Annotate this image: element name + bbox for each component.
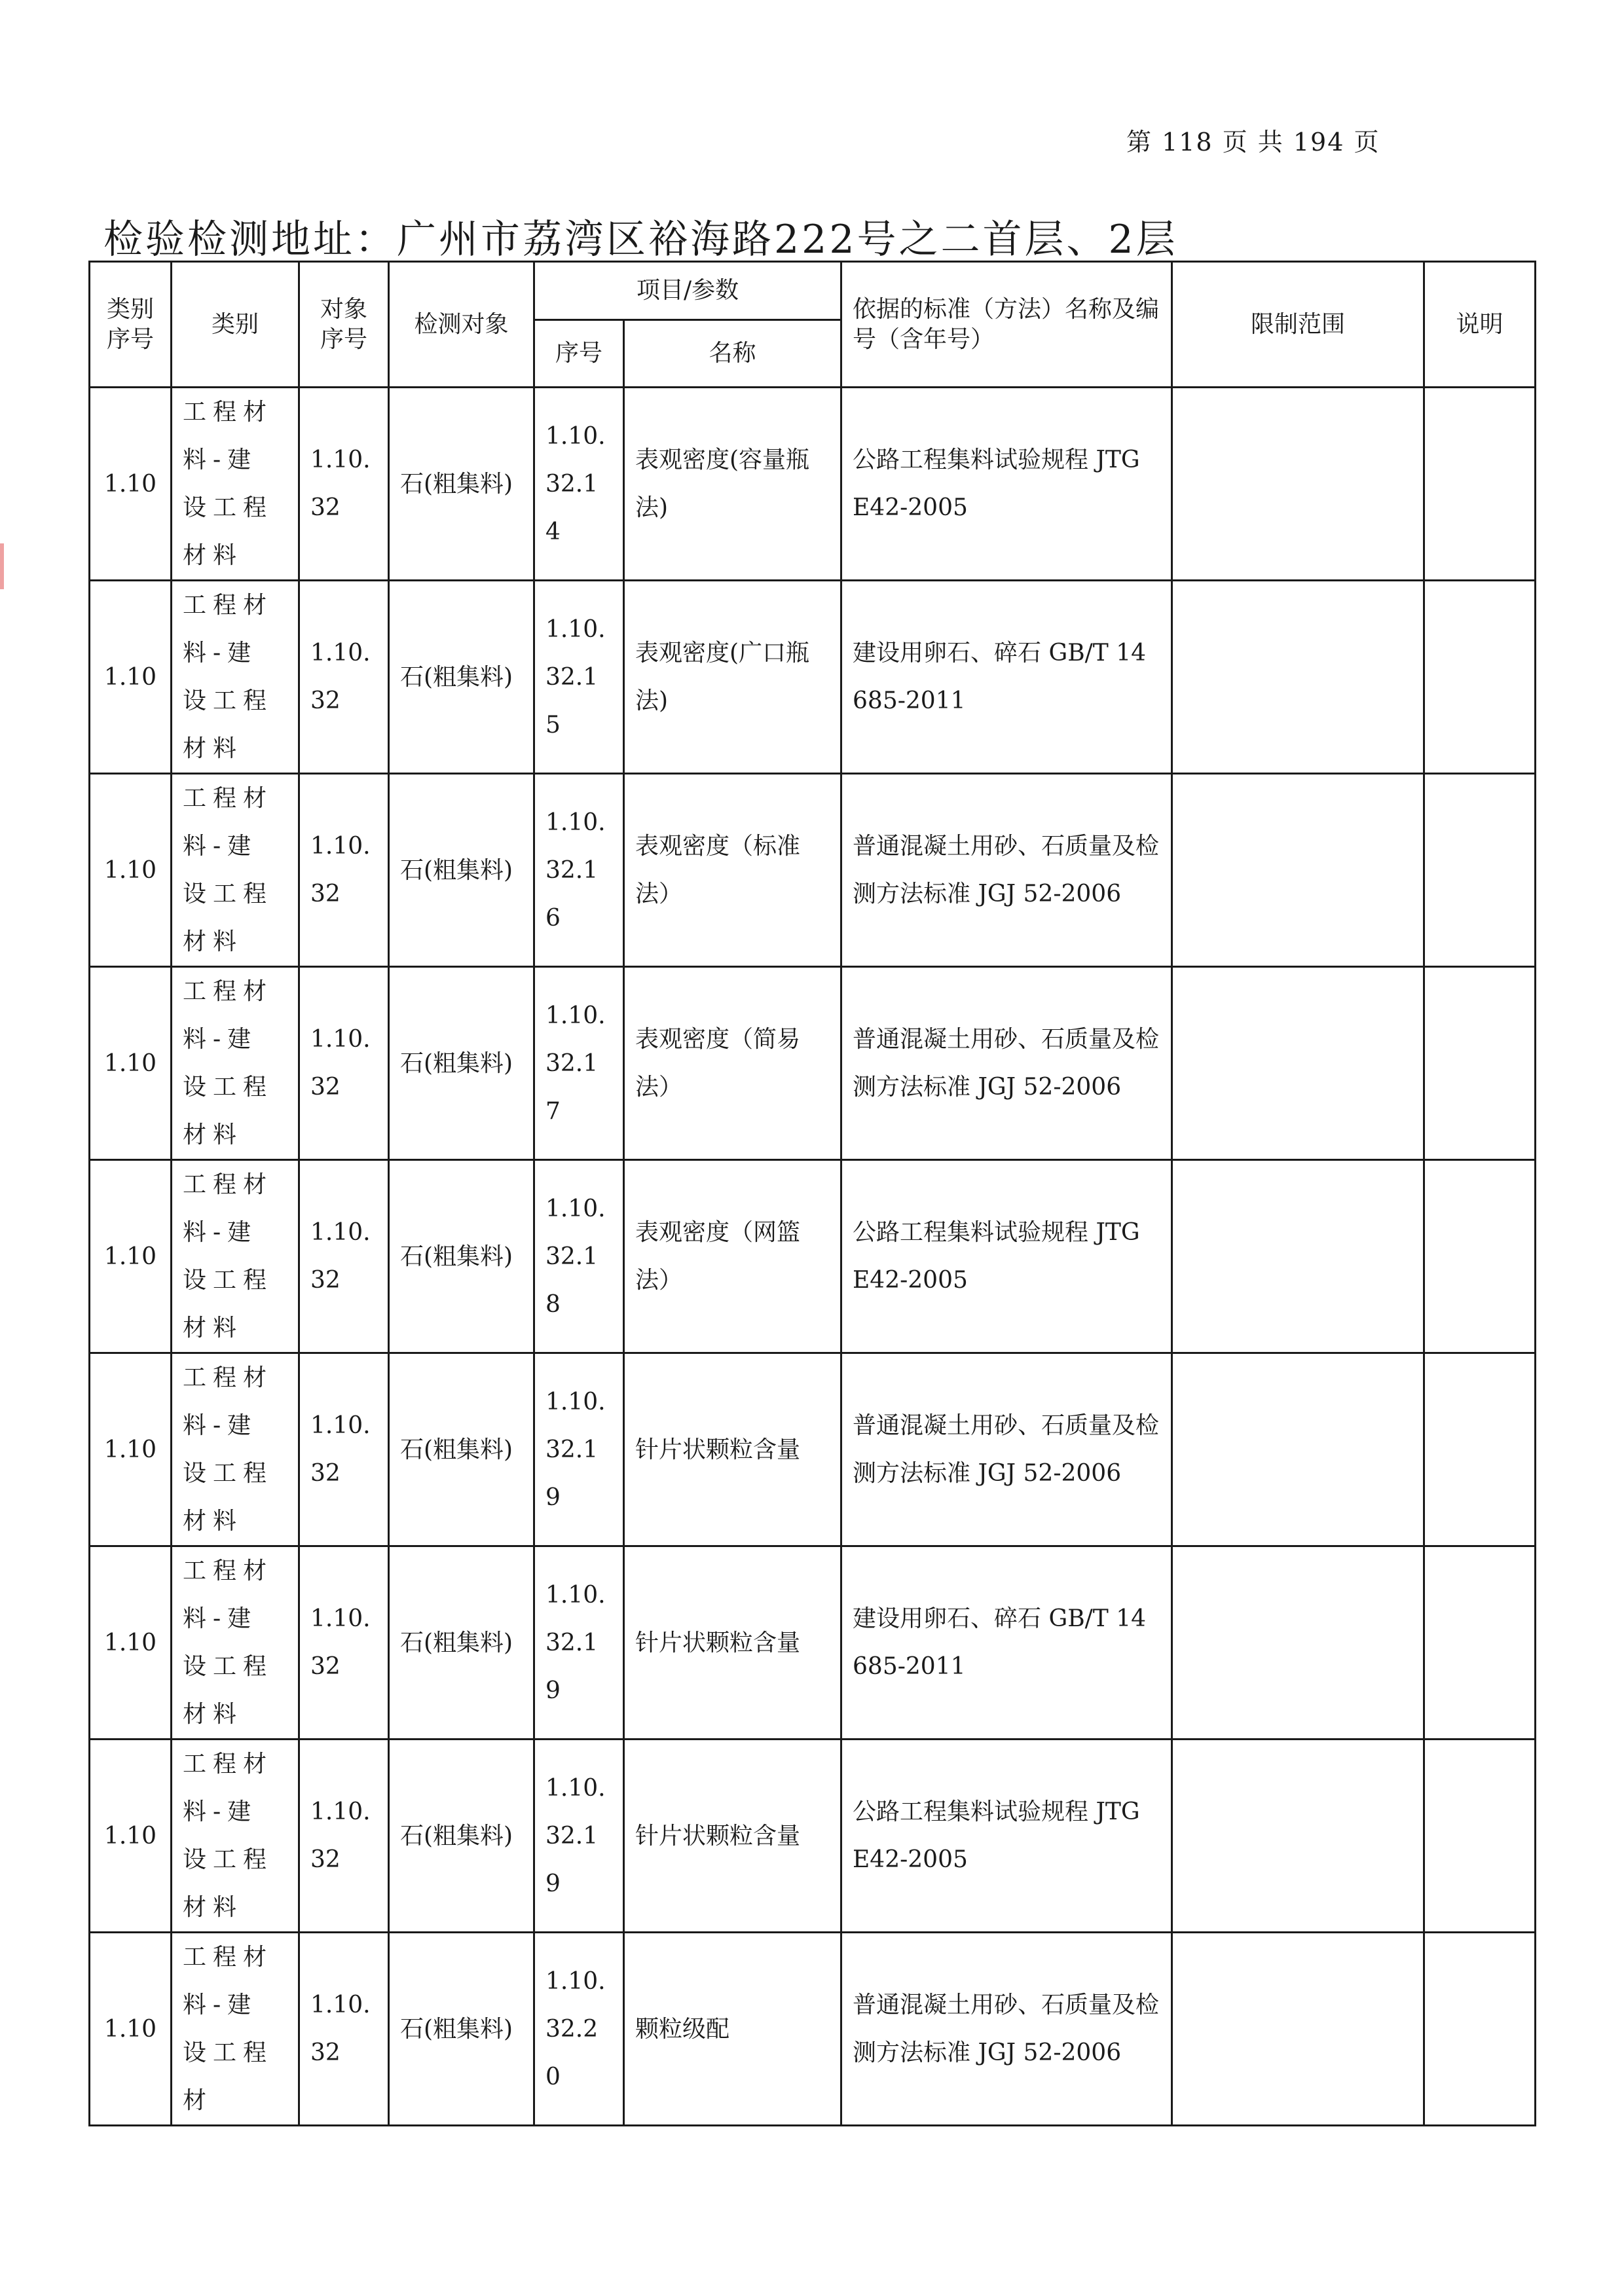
cell-item-name: 表观密度（标准法） [624,774,841,967]
cell-category-no: 1.10 [90,1546,172,1740]
cell-note [1424,1160,1536,1353]
cell-category-no: 1.10 [90,1160,172,1353]
header-item-no: 序号 [534,320,624,388]
table-row [90,1546,1536,1740]
cell-limit [1172,967,1424,1160]
cell-item-name: 颗粒级配 [624,1933,841,2126]
cell-category-no: 1.10 [90,388,172,581]
table-row [90,967,1536,1160]
cell-note [1424,1933,1536,2126]
cell-standard: 普通混凝土用砂、石质量及检测方法标准 JGJ 52-2006 [841,774,1172,967]
cell-item-no: 1.10.32.19 [534,1740,624,1933]
cell-object-no: 1.10.32 [299,774,389,967]
cell-limit [1172,1160,1424,1353]
cell-item-name: 表观密度（简易法） [624,967,841,1160]
scan-edge-mark [0,543,4,589]
header-standard: 依据的标准（方法）名称及编号（含年号） [841,262,1172,388]
cell-limit [1172,1933,1424,2126]
cell-object-no: 1.10.32 [299,1160,389,1353]
cell-item-no: 1.10.32.20 [534,1933,624,2126]
cell-standard: 公路工程集料试验规程 JTG E42-2005 [841,388,1172,581]
cell-standard: 公路工程集料试验规程 JTG E42-2005 [841,1160,1172,1353]
cell-category: 工程材料-建设工程材料 [172,1546,299,1740]
cell-category: 工程材料-建设工程材 [172,1933,299,2126]
header-note: 说明 [1424,262,1536,388]
cell-item-name: 针片状颗粒含量 [624,1353,841,1546]
cell-object: 石(粗集料) [389,1933,534,2126]
table-row [90,1933,1536,2126]
cell-category-no: 1.10 [90,1353,172,1546]
cell-object: 石(粗集料) [389,967,534,1160]
cell-note [1424,967,1536,1160]
cell-note [1424,388,1536,581]
cell-object: 石(粗集料) [389,581,534,774]
table-row [90,581,1536,774]
cell-category: 工程材料-建设工程材料 [172,388,299,581]
cell-limit [1172,581,1424,774]
cell-category: 工程材料-建设工程材料 [172,774,299,967]
table-row [90,774,1536,967]
header-category: 类别 [172,262,299,388]
header-object-no: 对象序号 [299,262,389,388]
cell-category: 工程材料-建设工程材料 [172,967,299,1160]
cell-standard: 建设用卵石、碎石 GB/T 14685-2011 [841,581,1172,774]
cell-item-name: 表观密度(容量瓶法) [624,388,841,581]
cell-object-no: 1.10.32 [299,1353,389,1546]
cell-item-no: 1.10.32.14 [534,388,624,581]
cell-note [1424,1546,1536,1740]
cell-object-no: 1.10.32 [299,1933,389,2126]
cell-standard: 普通混凝土用砂、石质量及检测方法标准 JGJ 52-2006 [841,1933,1172,2126]
cell-category-no: 1.10 [90,581,172,774]
testing-address-heading: 检验检测地址：广州市荔湾区裕海路222号之二首层、2层 [103,217,1178,263]
table-row [90,1740,1536,1933]
cell-limit [1172,1546,1424,1740]
cell-category: 工程材料-建设工程材料 [172,581,299,774]
cell-item-no: 1.10.32.17 [534,967,624,1160]
cell-item-no: 1.10.32.15 [534,581,624,774]
cell-item-name: 表观密度（网篮法） [624,1160,841,1353]
cell-object-no: 1.10.32 [299,388,389,581]
cell-object: 石(粗集料) [389,1160,534,1353]
cell-object-no: 1.10.32 [299,1546,389,1740]
header-limit: 限制范围 [1172,262,1424,388]
header-item-name: 名称 [624,320,841,388]
cell-standard: 公路工程集料试验规程 JTG E42-2005 [841,1740,1172,1933]
cell-standard: 普通混凝土用砂、石质量及检测方法标准 JGJ 52-2006 [841,967,1172,1160]
cell-category-no: 1.10 [90,1933,172,2126]
cell-category: 工程材料-建设工程材料 [172,1740,299,1933]
table-row [90,1353,1536,1546]
cell-standard: 普通混凝土用砂、石质量及检测方法标准 JGJ 52-2006 [841,1353,1172,1546]
header-object: 检测对象 [389,262,534,388]
cell-object: 石(粗集料) [389,1740,534,1933]
cell-limit [1172,388,1424,581]
table-row [90,388,1536,581]
table-row [90,1160,1536,1353]
cell-note [1424,774,1536,967]
cell-item-no: 1.10.32.19 [534,1353,624,1546]
cell-item-name: 表观密度(广口瓶法) [624,581,841,774]
cell-item-no: 1.10.32.19 [534,1546,624,1740]
cell-item-name: 针片状颗粒含量 [624,1740,841,1933]
cell-item-name: 针片状颗粒含量 [624,1546,841,1740]
header-category-no: 类别序号 [90,262,172,388]
header-item-group: 项目/参数 [534,262,841,320]
cell-note [1424,1740,1536,1933]
cell-category-no: 1.10 [90,967,172,1160]
cell-note [1424,1353,1536,1546]
cell-limit [1172,1740,1424,1933]
cell-object: 石(粗集料) [389,774,534,967]
cell-item-no: 1.10.32.16 [534,774,624,967]
cell-object: 石(粗集料) [389,388,534,581]
cell-category-no: 1.10 [90,1740,172,1933]
cell-item-no: 1.10.32.18 [534,1160,624,1353]
cell-category: 工程材料-建设工程材料 [172,1160,299,1353]
cell-object-no: 1.10.32 [299,581,389,774]
cell-object: 石(粗集料) [389,1353,534,1546]
scope-table [88,261,1536,2126]
cell-limit [1172,1353,1424,1546]
cell-object-no: 1.10.32 [299,967,389,1160]
cell-limit [1172,774,1424,967]
page-number: 第 118 页 共 194 页 [1126,128,1380,156]
cell-note [1424,581,1536,774]
cell-object: 石(粗集料) [389,1546,534,1740]
cell-object-no: 1.10.32 [299,1740,389,1933]
cell-category: 工程材料-建设工程材料 [172,1353,299,1546]
cell-category-no: 1.10 [90,774,172,967]
cell-standard: 建设用卵石、碎石 GB/T 14685-2011 [841,1546,1172,1740]
